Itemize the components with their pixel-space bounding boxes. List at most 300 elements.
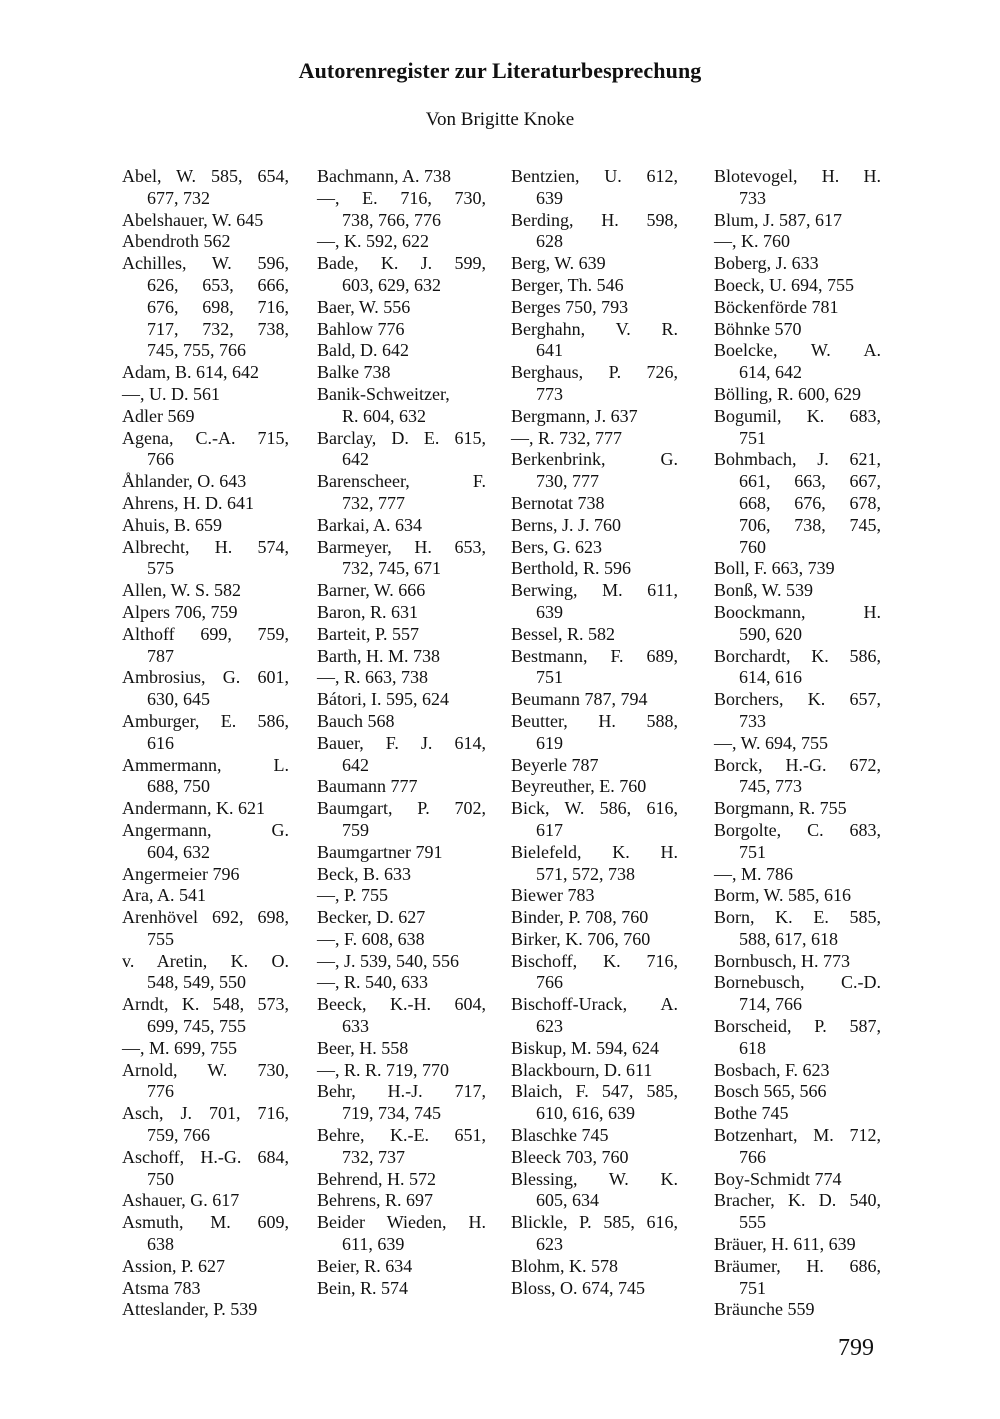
page-number: 799	[838, 1335, 874, 1361]
index-entry	[317, 624, 486, 646]
index-entry-continuation: 677, 732	[147, 187, 210, 208]
index-entry	[714, 689, 881, 733]
index-entry-continuation: 732, 745, 671	[342, 558, 441, 579]
index-entry-heading: Abelshauer, W. 645	[122, 209, 264, 230]
index-entry	[714, 231, 881, 253]
index-entry	[511, 1278, 678, 1300]
index-entry-continuation: 766	[536, 972, 563, 993]
index-entry-continuation: 751	[739, 427, 766, 448]
index-entry-heading: Blum, J. 587, 617	[714, 209, 843, 230]
index-entry-heading: Behr, H.-J. 717,	[317, 1081, 486, 1102]
index-entry	[511, 319, 678, 363]
index-entry	[511, 929, 678, 951]
index-entry-heading: Beyreuther, E. 760	[511, 776, 647, 797]
index-entry-heading: Althoff 699, 759,	[122, 623, 289, 644]
index-entry-continuation: 642	[342, 754, 369, 775]
index-entry-heading: Berghaus, P. 726,	[511, 362, 678, 383]
index-entry	[317, 384, 486, 428]
index-entry	[317, 711, 486, 733]
index-entry-heading: Berghahn, V. R.	[511, 318, 678, 339]
index-entry-continuation: 732, 737	[342, 1146, 405, 1167]
index-entry-heading: Ara, A. 541	[122, 885, 206, 906]
index-entry-heading: Bestmann, F. 689,	[511, 645, 678, 666]
index-entry-heading: —, M. 786	[714, 863, 794, 884]
index-entry	[714, 602, 881, 646]
index-entry-heading: Alpers 706, 759	[122, 601, 238, 622]
index-entry	[714, 1169, 881, 1191]
index-entry	[714, 1234, 881, 1256]
index-entry-heading: Albrecht, H. 574,	[122, 536, 289, 557]
index-entry	[714, 1016, 881, 1060]
index-entry	[511, 755, 678, 777]
index-entry-heading: Bogumil, K. 683,	[714, 405, 881, 426]
index-entry	[511, 907, 678, 929]
author-byline: Von Brigitte Knoke	[425, 109, 575, 130]
index-entry-heading: Bátori, I. 595, 624	[317, 689, 449, 710]
index-entry	[511, 1038, 678, 1060]
index-entry	[511, 689, 678, 711]
index-entry-heading: Beyerle 787	[511, 754, 599, 775]
index-entry-heading: Allen, W. S. 582	[122, 580, 242, 601]
index-entry-heading: Bachmann, A. 738	[317, 166, 451, 186]
index-entry	[511, 493, 678, 515]
index-entry-heading: Barkai, A. 634	[317, 514, 422, 535]
index-entry-heading: —, M. 699, 755	[122, 1037, 238, 1058]
index-entry-heading: Barmeyer, H. 653,	[317, 536, 486, 557]
index-entry	[511, 449, 678, 493]
index-entry-continuation: 766	[147, 449, 174, 470]
index-entry-heading: —, K. 592, 622	[317, 231, 429, 252]
index-entry	[317, 1038, 486, 1060]
index-entry	[122, 1256, 289, 1278]
index-entry-heading: —, R. 540, 633	[317, 972, 429, 993]
index-entry	[511, 776, 678, 798]
index-entry-heading: Ahuis, B. 659	[122, 514, 223, 535]
index-entry	[317, 907, 486, 929]
index-column-1	[122, 166, 289, 1321]
index-entry-continuation: 730, 777	[536, 471, 599, 492]
index-entry	[714, 798, 881, 820]
index-entry	[317, 972, 486, 994]
index-entry-heading: Barth, H. M. 738	[317, 645, 440, 666]
index-entry-continuation: 732, 777	[342, 492, 405, 513]
index-entry	[122, 1190, 289, 1212]
index-entry-heading: Ahrens, H. D. 641	[122, 492, 254, 513]
index-entry-heading: —, P. 755	[317, 885, 389, 906]
index-entry-continuation: 605, 634	[536, 1190, 599, 1211]
index-entry	[511, 1125, 678, 1147]
index-entry	[714, 907, 881, 951]
index-entry	[714, 1256, 881, 1300]
index-entry-heading: Blackbourn, D. 611	[511, 1059, 653, 1080]
index-entry-heading: Beck, B. 633	[317, 863, 411, 884]
index-entry	[317, 340, 486, 362]
index-entry	[122, 885, 289, 907]
index-entry-heading: Boy-Schmidt 774	[714, 1168, 842, 1189]
index-entry	[511, 1147, 678, 1169]
index-entry	[714, 384, 881, 406]
index-entry-heading: —, K. 760	[714, 231, 790, 252]
index-entry-continuation: 639	[536, 601, 563, 622]
index-entry	[122, 253, 289, 362]
index-entry	[511, 842, 678, 886]
index-entry-heading: Arndt, K. 548, 573,	[122, 994, 289, 1015]
index-entry-heading: Behrend, H. 572	[317, 1168, 436, 1189]
index-entry-heading: Bleeck 703, 760	[511, 1146, 629, 1167]
index-entry	[714, 864, 881, 886]
index-entry-continuation: 699, 745, 755	[147, 1016, 246, 1037]
index-entry	[122, 1299, 289, 1321]
index-entry-heading: Aschoff, H.-G. 684,	[122, 1146, 289, 1167]
index-entry-heading: Berger, Th. 546	[511, 274, 624, 295]
index-entry-heading: Blotevogel, H. H.	[714, 166, 881, 186]
index-entry-heading: Ammermann, L.	[122, 754, 289, 775]
index-entry-continuation: 623	[536, 1234, 563, 1255]
index-entry	[511, 1212, 678, 1256]
index-entry-heading: Abendroth 562	[122, 231, 231, 252]
index-entry	[511, 624, 678, 646]
index-entry-heading: Barteit, P. 557	[317, 623, 419, 644]
index-entry-continuation: 603, 629, 632	[342, 274, 441, 295]
index-entry-continuation: 714, 766	[739, 994, 802, 1015]
index-entry	[317, 951, 486, 973]
index-entry	[511, 1081, 678, 1125]
index-entry-heading: Borchers, K. 657,	[714, 689, 881, 710]
index-entry-continuation: 755	[147, 928, 174, 949]
index-entry-continuation: 555	[739, 1212, 766, 1233]
index-entry	[317, 1169, 486, 1191]
index-entry	[122, 406, 289, 428]
index-entry-heading: Bernotat 738	[511, 492, 605, 513]
index-entry-continuation: 588, 617, 618	[739, 928, 838, 949]
index-entry-continuation: 750	[147, 1168, 174, 1189]
index-entry-heading: Barclay, D. E. 615,	[317, 427, 486, 448]
index-entry-heading: Andermann, K. 621	[122, 798, 265, 819]
index-entry-heading: Bischoff-Urack, A.	[511, 994, 678, 1015]
index-entry-heading: Blickle, P. 585, 616,	[511, 1212, 678, 1233]
index-entry-heading: Biewer 783	[511, 885, 595, 906]
index-entry	[317, 319, 486, 341]
index-entry-heading: Adler 569	[122, 405, 195, 426]
index-entry-continuation: 733	[739, 187, 766, 208]
index-entry	[714, 406, 881, 450]
index-entry-continuation: 751	[739, 1277, 766, 1298]
index-entry	[317, 994, 486, 1038]
index-entry	[511, 646, 678, 690]
index-entry	[714, 253, 881, 275]
index-entry-continuation: R. 604, 632	[342, 405, 427, 426]
index-entry	[511, 1060, 678, 1082]
index-entry-heading: Bein, R. 574	[317, 1277, 409, 1298]
index-entry	[317, 733, 486, 777]
index-entry-continuation: 706, 738, 745,	[739, 514, 881, 535]
index-entry	[511, 166, 678, 210]
index-entry	[511, 428, 678, 450]
index-entry	[511, 362, 678, 406]
index-entry	[511, 297, 678, 319]
index-entry-heading: —, J. 539, 540, 556	[317, 950, 460, 971]
index-entry	[122, 602, 289, 624]
index-entry-heading: Arenhövel 692, 698,	[122, 907, 289, 928]
index-entry	[714, 558, 881, 580]
index-entry	[714, 210, 881, 232]
index-entry-heading: Baer, W. 556	[317, 296, 411, 317]
index-entry	[317, 1190, 486, 1212]
index-entry	[511, 951, 678, 995]
index-entry-heading: Beider Wieden, H.	[317, 1212, 486, 1233]
index-entry-heading: Banik-Schweitzer,	[317, 383, 450, 404]
index-entry	[122, 820, 289, 864]
index-entry	[714, 885, 881, 907]
index-entry-heading: Ashauer, G. 617	[122, 1190, 240, 1211]
index-entry-continuation: 688, 750	[147, 776, 210, 797]
index-entry-heading: Bracher, K. D. 540,	[714, 1190, 881, 1211]
index-entry	[317, 646, 486, 668]
index-entry	[714, 1103, 881, 1125]
index-entry-heading: —, R. 732, 777	[511, 427, 623, 448]
index-entry	[714, 755, 881, 799]
index-entry-heading: Boll, F. 663, 739	[714, 558, 835, 579]
index-entry	[511, 537, 678, 559]
index-entry-heading: Bessel, R. 582	[511, 623, 616, 644]
index-entry-continuation: 745, 773	[739, 776, 802, 797]
index-entry	[511, 1256, 678, 1278]
index-entry-continuation: 618	[739, 1037, 766, 1058]
index-entry-heading: Berg, W. 639	[511, 253, 606, 274]
index-entry	[317, 885, 486, 907]
index-entry	[714, 951, 881, 973]
index-entry	[317, 1212, 486, 1256]
index-entry	[714, 972, 881, 1016]
index-entry-continuation: 575	[147, 558, 174, 579]
index-entry	[122, 580, 289, 602]
index-entry	[714, 1190, 881, 1234]
index-entry	[317, 798, 486, 842]
index-entry-heading: Boelcke, W. A.	[714, 340, 881, 361]
index-entry	[714, 1060, 881, 1082]
index-entry	[317, 580, 486, 602]
index-entry	[122, 667, 289, 711]
index-entry-heading: Berding, H. 598,	[511, 209, 678, 230]
index-entry-heading: Berns, J. J. 760	[511, 514, 622, 535]
index-entry-continuation: 633	[342, 1016, 369, 1037]
index-entry-heading: Bergmann, J. 637	[511, 405, 638, 426]
index-entry	[317, 602, 486, 624]
index-entry	[122, 1103, 289, 1147]
index-entry	[122, 624, 289, 668]
index-entry	[714, 1125, 881, 1169]
index-entry-heading: Adam, B. 614, 642	[122, 362, 259, 383]
index-entry-heading: v. Aretin, K. O.	[122, 950, 289, 971]
index-entry-heading: Blaschke 745	[511, 1125, 609, 1146]
index-entry-continuation: 614, 642	[739, 362, 802, 383]
index-entry	[317, 1256, 486, 1278]
index-column-2	[317, 166, 486, 1299]
index-entry-heading: Angermeier 796	[122, 863, 240, 884]
index-entry	[122, 951, 289, 995]
index-entry-continuation: 759	[342, 819, 369, 840]
index-entry-heading: Atsma 783	[122, 1277, 201, 1298]
index-entry-heading: Beier, R. 634	[317, 1255, 413, 1276]
index-entry-continuation: 604, 632	[147, 841, 210, 862]
index-entry-heading: Beer, H. 558	[317, 1037, 409, 1058]
index-entry-continuation: 773	[536, 383, 563, 404]
index-entry	[317, 537, 486, 581]
index-entry	[317, 188, 486, 232]
index-entry-heading: Bornbusch, H. 773	[714, 950, 850, 971]
index-entry	[122, 1212, 289, 1256]
index-entry	[511, 558, 678, 580]
index-entry-heading: Bischoff, K. 716,	[511, 950, 678, 971]
index-entry-heading: Bielefeld, K. H.	[511, 841, 678, 862]
index-entry	[511, 210, 678, 254]
index-entry-continuation: 628	[536, 231, 563, 252]
index-entry-heading: Ambrosius, G. 601,	[122, 667, 289, 688]
index-entry-heading: —, E. 716, 730,	[317, 187, 486, 208]
index-entry	[714, 297, 881, 319]
index-entry-heading: Boockmann, H.	[714, 601, 881, 622]
index-entry	[714, 646, 881, 690]
index-entry-heading: —, U. D. 561	[122, 383, 220, 404]
index-entry-heading: Bentzien, U. 612,	[511, 166, 678, 186]
index-entry	[714, 319, 881, 341]
index-entry-heading: Arnold, W. 730,	[122, 1059, 289, 1080]
index-entry-continuation: 668, 676, 678,	[739, 492, 881, 513]
index-entry	[122, 384, 289, 406]
index-entry	[714, 1081, 881, 1103]
index-entry	[317, 1125, 486, 1169]
index-entry-heading: Barner, W. 666	[317, 580, 426, 601]
index-entry	[714, 275, 881, 297]
index-entry-heading: Borck, H.-G. 672,	[714, 754, 881, 775]
index-entry-heading: Balke 738	[317, 362, 391, 383]
index-entry-heading: Beumann 787, 794	[511, 689, 648, 710]
index-entry-heading: Bölling, R. 600, 629	[714, 383, 862, 404]
index-entry	[317, 929, 486, 951]
index-entry	[714, 820, 881, 864]
index-entry	[317, 297, 486, 319]
index-entry-heading: Bräumer, H. 686,	[714, 1255, 881, 1276]
index-entry	[511, 515, 678, 537]
index-entry-continuation: 760	[739, 536, 766, 557]
index-entry-heading: Becker, D. 627	[317, 907, 426, 928]
index-entry-continuation: 639	[536, 187, 563, 208]
index-entry-heading: Bald, D. 642	[317, 340, 409, 361]
index-entry-heading: Binder, P. 708, 760	[511, 907, 649, 928]
index-entry	[122, 428, 289, 472]
index-entry	[511, 406, 678, 428]
index-entry	[317, 1060, 486, 1082]
index-entry-continuation: 745, 755, 766	[147, 340, 246, 361]
index-entry-continuation: 642	[342, 449, 369, 470]
index-entry	[122, 711, 289, 755]
index-entry-continuation: 614, 616	[739, 667, 802, 688]
index-entry-heading: Born, K. E. 585,	[714, 907, 881, 928]
index-entry-heading: Boeck, U. 694, 755	[714, 274, 854, 295]
index-entry-heading: Bräuer, H. 611, 639	[714, 1234, 856, 1255]
index-entry	[511, 253, 678, 275]
index-entry	[511, 994, 678, 1038]
index-entry-heading: Biskup, M. 594, 624	[511, 1037, 660, 1058]
index-entry-heading: —, R. R. 719, 770	[317, 1059, 450, 1080]
index-entry-continuation: 626, 653, 666,	[147, 274, 289, 295]
index-entry-heading: Borm, W. 585, 616	[714, 885, 852, 906]
index-entry-heading: Böckenförde 781	[714, 296, 839, 317]
index-entry-continuation: 548, 549, 550	[147, 972, 246, 993]
index-entry-continuation: 590, 620	[739, 623, 802, 644]
index-entry-heading: Amburger, E. 586,	[122, 710, 289, 731]
index-entry	[317, 689, 486, 711]
index-entry-heading: Åhlander, O. 643	[122, 471, 247, 492]
index-entry	[511, 798, 678, 842]
index-entry-heading: Blohm, K. 578	[511, 1255, 619, 1276]
index-entry-continuation: 787	[147, 645, 174, 666]
index-entry-heading: Bers, G. 623	[511, 536, 602, 557]
index-entry-heading: Baumgartner 791	[317, 841, 443, 862]
index-entry	[317, 515, 486, 537]
index-entry-heading: Bonß, W. 539	[714, 580, 814, 601]
index-entry	[122, 231, 289, 253]
index-entry	[122, 493, 289, 515]
index-entry	[317, 1081, 486, 1125]
index-entry-heading: Asch, J. 701, 716,	[122, 1103, 289, 1124]
index-entry-heading: Borscheid, P. 587,	[714, 1016, 881, 1037]
index-entry-heading: Bade, K. J. 599,	[317, 253, 486, 274]
index-entry-continuation: 571, 572, 738	[536, 863, 635, 884]
index-entry-heading: Blaich, F. 547, 585,	[511, 1081, 678, 1102]
index-entry-continuation: 661, 663, 667,	[739, 471, 881, 492]
index-entry	[317, 231, 486, 253]
index-entry	[317, 362, 486, 384]
index-entry-continuation: 751	[536, 667, 563, 688]
index-entry-heading: Bick, W. 586, 616,	[511, 798, 678, 819]
index-column-4	[714, 166, 881, 1321]
index-entry	[511, 1169, 678, 1213]
index-entry	[122, 210, 289, 232]
index-entry-heading: Behrens, R. 697	[317, 1190, 433, 1211]
index-entry	[714, 1299, 881, 1321]
index-entry-heading: Assion, P. 627	[122, 1255, 226, 1276]
index-entry	[714, 580, 881, 602]
index-entry-heading: Bothe 745	[714, 1103, 789, 1124]
index-entry-heading: Borgolte, C. 683,	[714, 819, 881, 840]
index-entry	[317, 864, 486, 886]
index-entry-continuation: 617	[536, 819, 563, 840]
index-entry-heading: Blessing, W. K.	[511, 1168, 678, 1189]
index-entry-heading: Berwing, M. 611,	[511, 580, 678, 601]
index-entry	[122, 166, 289, 210]
index-entry-heading: Bohmbach, J. 621,	[714, 449, 881, 470]
index-entry	[122, 798, 289, 820]
index-entry	[511, 580, 678, 624]
index-entry	[317, 776, 486, 798]
index-entry-continuation: 623	[536, 1016, 563, 1037]
index-entry	[714, 733, 881, 755]
index-entry-heading: —, F. 608, 638	[317, 928, 425, 949]
index-entry-continuation: 759, 766	[147, 1125, 210, 1146]
index-entry-heading: —, R. 663, 738	[317, 667, 429, 688]
index-entry-heading: Berges 750, 793	[511, 296, 629, 317]
index-entry-heading: Agena, C.-A. 715,	[122, 427, 289, 448]
index-entry	[122, 537, 289, 581]
index-entry-heading: Bloss, O. 674, 745	[511, 1277, 646, 1298]
index-entry-continuation: 717, 732, 738,	[147, 318, 289, 339]
index-entry-heading: Bräunche 559	[714, 1299, 815, 1320]
index-entry	[122, 994, 289, 1038]
index-entry	[511, 275, 678, 297]
index-entry-heading: Botzenhart, M. 712,	[714, 1125, 881, 1146]
index-entry	[122, 471, 289, 493]
